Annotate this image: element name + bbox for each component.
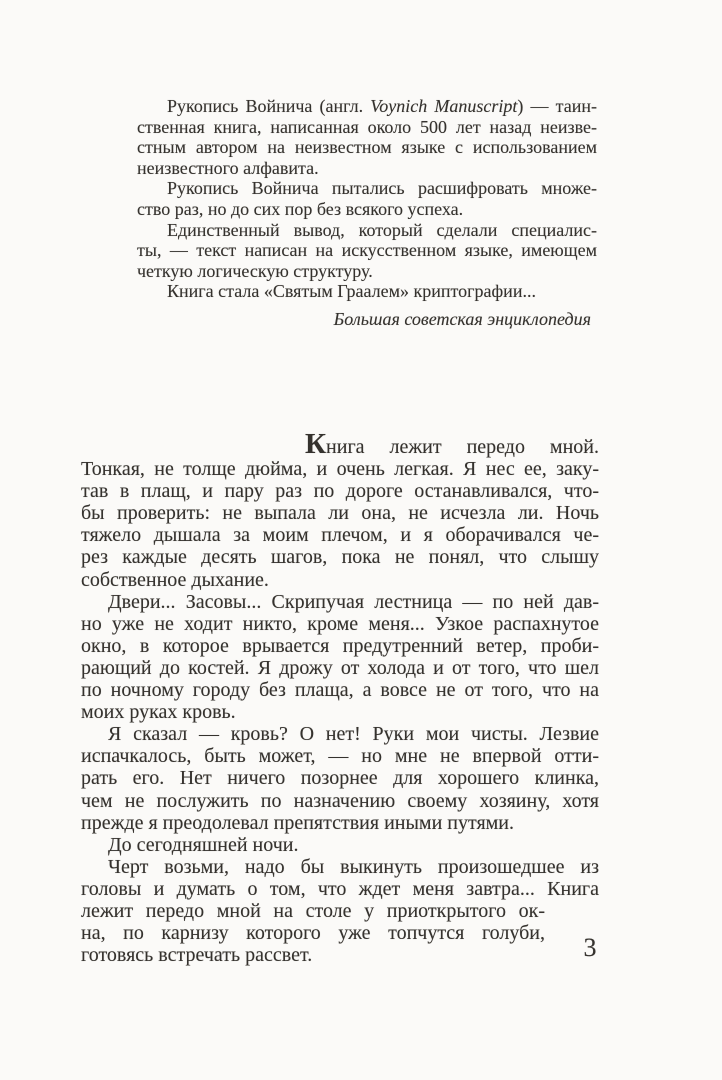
text-line: испачкалось, быть может, — но мне не впервой отти-: [81, 745, 599, 768]
text-line: Рукопись Войнича (англ. Voynich Manuscript) — таин-: [167, 96, 597, 116]
text-line: готовясь встречать рассвет.: [81, 944, 313, 967]
text-line: рез каждые десять шагов, пока не понял, что слышу: [81, 546, 599, 569]
page-number: 3: [583, 933, 597, 962]
text-line: рающий до костей. Я дрожу от холода и от того, что шел: [81, 656, 599, 679]
text-line: ство раз, но до сих пор без всякого успеха.: [137, 198, 464, 219]
text-line: Книга стала «Святым Граалем» криптографии...: [167, 281, 536, 302]
body-text: [81, 428, 599, 967]
text-line: неизвестного алфавита.: [137, 157, 319, 178]
text-line: на, по карнизу которого уже топчутся голуби,: [81, 922, 545, 945]
text-line: по ночному городу без плаща, а вовсе не от того, что на: [81, 679, 599, 702]
text-line: четкую логическую структуру.: [137, 260, 373, 281]
text-line: окно, в которое врывается предутренний ветер, проби-: [81, 634, 599, 657]
text-line: стным автором на неизвестном языке с использованием: [137, 137, 597, 158]
text-line: Единственный вывод, который сделали специалис-: [167, 219, 597, 240]
text-line: тяжело дышала за моим плечом, и я оборачивался че-: [81, 524, 599, 547]
text-line: ты, — текст написан на искусственном языке, имеющем: [137, 240, 597, 261]
text-line: лежит передо мной на столе у приоткрытого ок-: [81, 899, 545, 922]
text-line: рать его. Нет ничего позорнее для хорошего клинка,: [81, 767, 599, 790]
epigraph-attribution: Большая советская энциклопедия: [333, 309, 591, 329]
text-line: чем не послужить по назначению своему хозяину, хотя: [81, 789, 599, 812]
text-line: тав в плащ, и пару раз по дороге останавливался, что-: [81, 480, 599, 503]
text-line: ственная книга, написанная около 500 лет назад неизве-: [137, 116, 597, 137]
text-line: Книга лежит передо мной.: [305, 428, 599, 460]
text-line: Я сказал — кровь? О нет! Руки мои чисты. Лезвие: [108, 723, 599, 746]
initial-capital: К: [305, 428, 327, 460]
text-line: Тонкая, не толще дюйма, и очень легкая. Я нес ее, заку-: [81, 458, 599, 481]
text-line: Черт возьми, надо бы выкинуть произошедшее из: [108, 855, 599, 878]
text-line: До сегодняшней ночи.: [108, 833, 299, 856]
text-line: Двери... Засовы... Скрипучая лестница — по ней дав-: [108, 590, 599, 613]
text-line: моих руках кровь.: [81, 701, 236, 724]
body-lines: [81, 428, 599, 967]
text-line: бы проверить: не выпала ли она, не исчезла ли. Ночь: [81, 502, 599, 525]
italic-text: Voynich Manuscript: [370, 96, 518, 116]
text-line: Рукопись Войнича пытались расшифровать множе-: [167, 178, 597, 199]
epigraph-lines: [137, 96, 597, 302]
epigraph: [137, 96, 597, 302]
text-line: собственное дыхание.: [81, 568, 269, 591]
text-line: прежде я преодолевал препятствия иными путями.: [81, 811, 515, 834]
text-line: но уже не ходит никто, кроме меня... Узкое распахнутое: [81, 612, 599, 635]
text-line: головы и думать о том, что ждет меня завтра... Книга: [81, 877, 599, 900]
